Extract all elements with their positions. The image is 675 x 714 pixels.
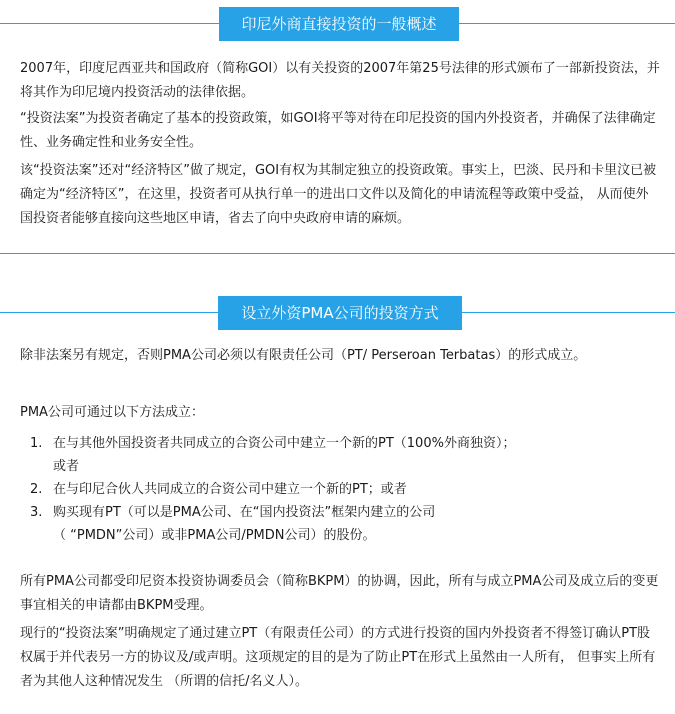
list-item-text: 在与印尼合伙人共同成立的合资公司中建立一个新的PT；或者 xyxy=(53,482,407,497)
pma-lead-paragraph: PMA公司可通过以下方法成立： xyxy=(20,405,204,420)
list-item-continuation: 或者 xyxy=(53,459,80,474)
section-header-overview xyxy=(0,7,675,41)
list-item-number: 1. xyxy=(30,436,43,451)
list-item-text: 购买现有PT（可以是PMA公司、在“国内投资法”框架内建立的公司 xyxy=(53,505,436,520)
list-item-continuation: （ “PMDN”公司）或非PMA公司/PMDN公司）的股份。 xyxy=(53,528,376,543)
overview-paragraph-3: 该“投资法案”还对“经济特区”做了规定，GOI有权为其制定独立的投资政策。事实上，巴淡、民丹和卡里汶已被确定为“经济特区”，在这里，投资者可从执行单一的进出口文件以及简化的申请流程等政策中受益， 从而使外国投资者能够直接向这些地区申请，省去了向中央政府申请的麻烦。 xyxy=(20,163,657,226)
overview-paragraph-2: “投资法案”为投资者确定了基本的投资政策，如GOI将平等对待在印尼投资的国内外投资者，并确保了法律确定性、业务确定性和业务安全性。 xyxy=(20,111,656,150)
section-header-pma xyxy=(0,296,675,330)
section-title-overview: 印尼外商直接投资的一般概述 xyxy=(219,7,459,41)
section-divider xyxy=(0,253,675,254)
overview-paragraph-1: 2007年，印度尼西亚共和国政府（简称GOI）以有关投资的2007年第25号法律的形式颁布了一部新投资法，并将其作为印尼境内投资活动的法律依据。 xyxy=(20,61,660,100)
nominee-paragraph: 现行的“投资法案”明确规定了通过建立PT（有限责任公司）的方式进行投资的国内外投资者不得签订确认PT股权属于并代表另一方的协议及/或声明。这项规定的目的是为了防止PT在形式上虽然由一人所有， 但事实上所有者为其他人这种情况发生 （所谓的信托/名义人）。 xyxy=(20,626,656,689)
bkpm-paragraph: 所有PMA公司都受印尼资本投资协调委员会（简称BKPM）的协调，因此，所有与成立PMA公司及成立后的变更事宜相关的申请都由BKPM受理。 xyxy=(20,574,659,613)
list-item-text: 在与其他外国投资者共同成立的合资公司中建立一个新的PT（100%外商独资）； xyxy=(53,436,516,451)
section-title-pma: 设立外资PMA公司的投资方式 xyxy=(218,296,462,330)
list-item-number: 3. xyxy=(30,505,43,520)
pma-intro-paragraph: 除非法案另有规定，否则PMA公司必须以有限责任公司（PT/ Perseroan Terbatas）的形式成立。 xyxy=(20,348,587,363)
list-item-number: 2. xyxy=(30,482,43,497)
